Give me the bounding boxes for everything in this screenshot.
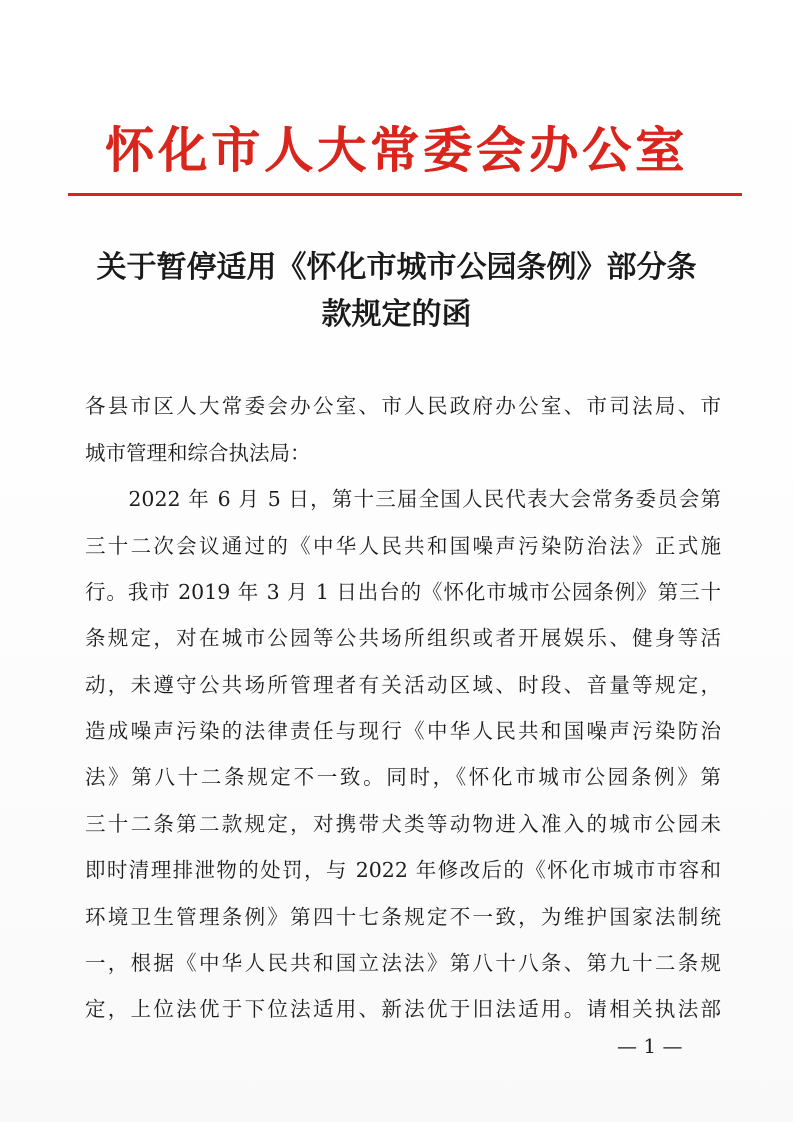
document-title-line-2: 款规定的函 — [321, 297, 472, 332]
body-line: 一，根据《中华人民共和国立法法》第八十八条、第九十二条规 — [85, 951, 721, 975]
body-line: 即时清理排泄物的处罚，与 2022 年修改后的《怀化市城市市容和 — [85, 858, 721, 882]
issuing-office-header: 怀化市人大常委会办公室 — [104, 121, 688, 179]
body-line: 三十二次会议通过的《中华人民共和国噪声污染防治法》正式施 — [85, 534, 721, 558]
salutation-line-2: 城市管理和综合执法局： — [85, 441, 311, 465]
document-title-line-1: 关于暂停适用《怀化市城市公园条例》部分条 — [96, 250, 697, 285]
body-line: 动，未遵守公共场所管理者有关活动区域、时段、音量等规定， — [85, 673, 721, 697]
body-line: 2022 年 6 月 5 日，第十三届全国人民代表大会常务委员会第 — [85, 487, 721, 511]
body-line: 环境卫生管理条例》第四十七条规定不一致，为维护国家法制统 — [85, 905, 721, 929]
body-line: 行。我市 2019 年 3 月 1 日出台的《怀化市城市公园条例》第三十 — [85, 580, 721, 604]
salutation-line-1: 各县市区人大常委会办公室、市人民政府办公室、市司法局、市 — [85, 394, 721, 418]
header-red-rule — [68, 193, 742, 196]
body-line: 造成噪声污染的法律责任与现行《中华人民共和国噪声污染防治 — [85, 719, 721, 743]
page-number: — 1 — — [617, 1034, 683, 1058]
body-line: 三十二条第二款规定，对携带犬类等动物进入准入的城市公园未 — [85, 812, 721, 836]
body-line: 条规定，对在城市公园等公共场所组织或者开展娱乐、健身等活 — [85, 626, 721, 650]
body-line: 法》第八十二条规定不一致。同时，《怀化市城市公园条例》第 — [85, 765, 721, 789]
body-line: 定，上位法优于下位法适用、新法优于旧法适用。请相关执法部 — [85, 997, 721, 1021]
